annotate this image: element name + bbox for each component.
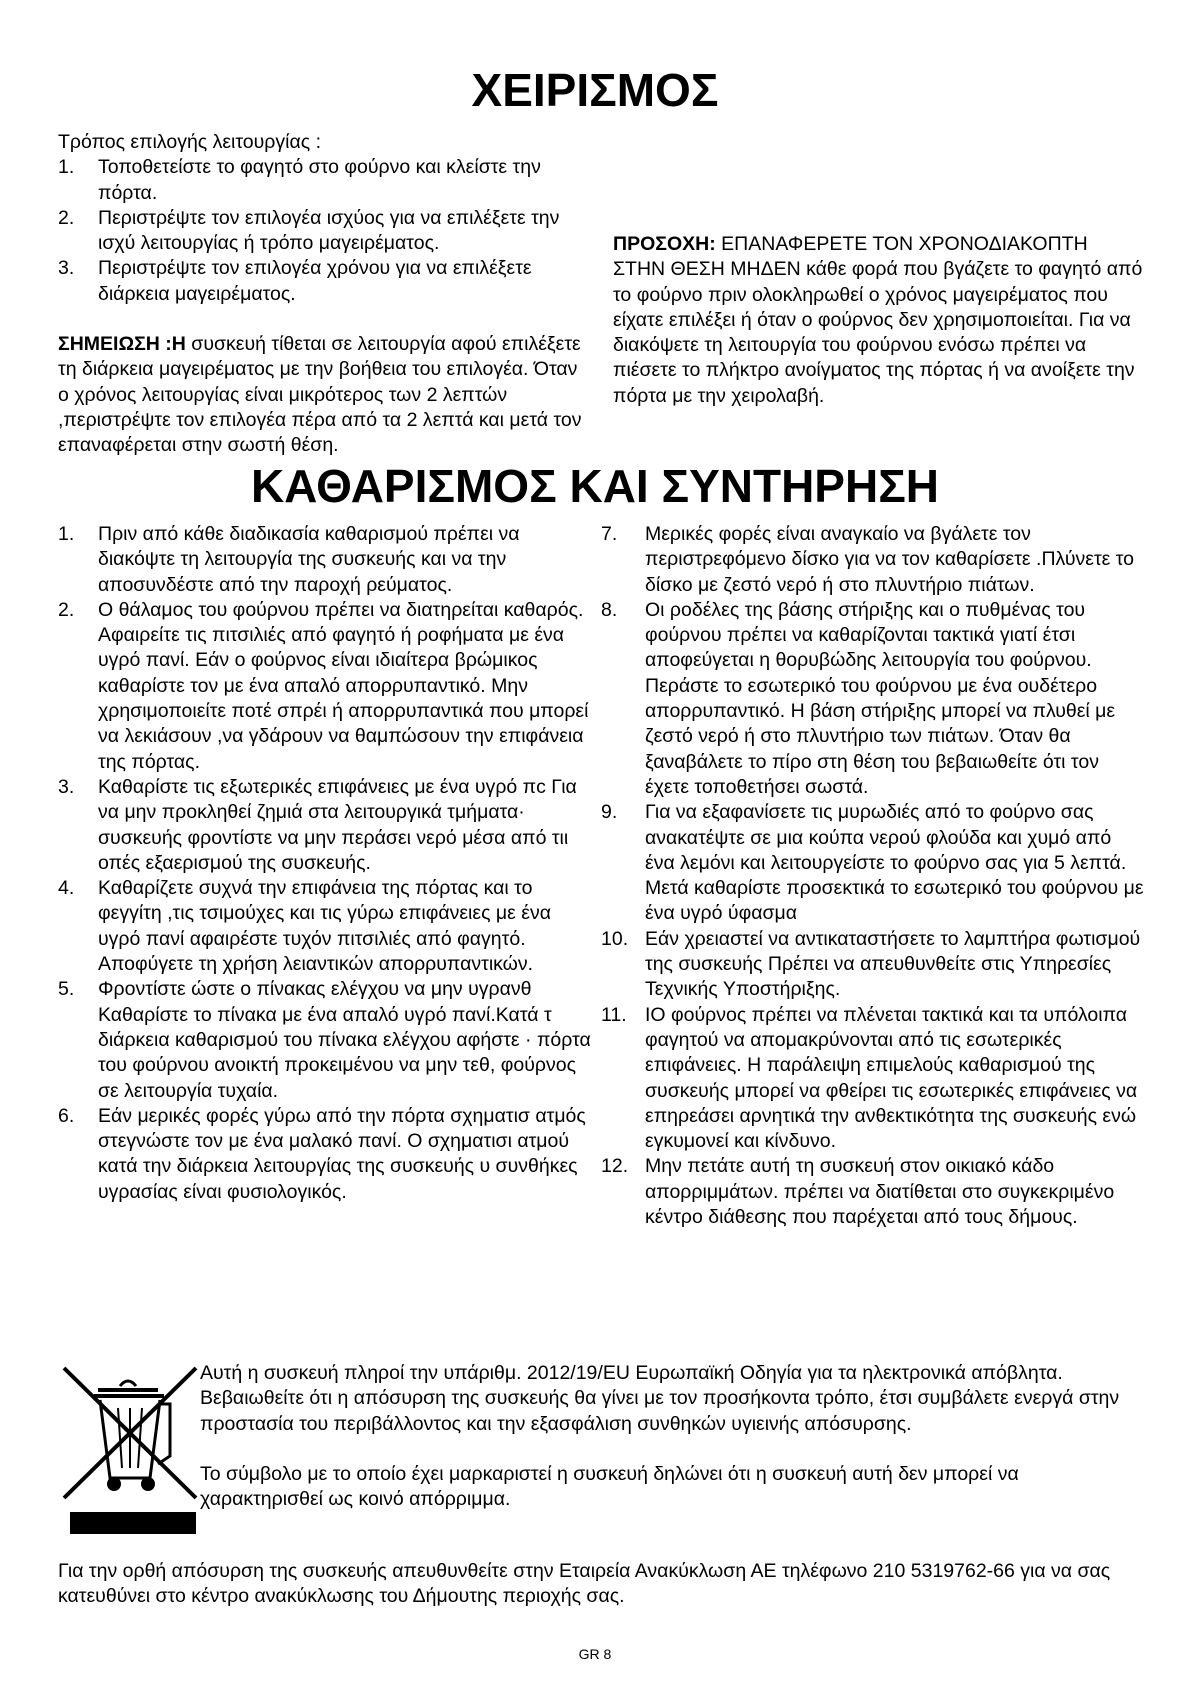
note-label: ΣΗΜΕΙΩΣΗ :Η — [58, 333, 186, 356]
cleaning-item: 12. Μην πετάτε αυτή τη συσκευή στον οικιακό κάδο απορριμμάτων. πρέπει να διατίθεται στο συγκεκριμένο κέντρο διάθεσης που παρέχεται από τους δήμους. — [601, 1155, 1115, 1229]
disposal-paragraph-1: Αυτή η συσκευή πληροί την υπάριθμ. 2012/19/EU Ευρωπαϊκή Οδηγία για τα ηλεκτρονικά απόβλητα. Βεβαιωθείτε ότι η απόσυρση της συσκευής θα γίνει με τον προσήκοντα τρόπο, έτσι συμβάλετε ενεργά στην προστασία του περιβάλλοντος και την εξασφάλιση συνθηκών υγιεινής απόσυρσης. — [200, 1362, 1120, 1435]
note-text: συσκευή τίθεται σε λειτουργία αφού επιλέξετε τη διάρκεια μαγειρέματος με την βοήθεια του επιλογέα. Όταν ο χρόνος λειτουργίας είναι μικρότερος των 2 λεπτών ,περιστρέψτε τον επιλογέα πέρα από τα 2 λεπτά και μετά τον επαναφέρεται στην σωστή θέση. — [58, 333, 582, 457]
cleaning-item: 8. Οι ροδέλες της βάσης στήριξης και ο πυθμένας του φούρνου πρέπει να καθαρίζονται τακτικά γιατί έτσι αποφεύγεται η θορυβώδης λειτουργία του φούρνου. Περάστε το εσωτερικό του φούρνου με ένα ουδέτερο απορρυπαντικό. Η βάση στήριξης μπορεί να πλυθεί με ζεστό νερό ή στο πλυντήριο των πιάτων. Όταν θα ξαναβάλετε το πίρο στη θέση του βεβαιωθείτε ότι τον έχετε τοποθετήσει σωστά. — [601, 598, 1116, 798]
cleaning-list-right — [601, 522, 1146, 1230]
operation-caution — [613, 232, 1143, 409]
cleaning-item: 10. Εάν χρειαστεί να αντικαταστήσετε το λαμπτήρα φωτισμού της συσκευής Πρέπει να απευθυνθείτε στις Υπηρεσίες Τεχνικής Υποστήριξης. — [601, 927, 1141, 1001]
cleaning-list-left — [58, 522, 593, 1205]
operation-step: 2. Περιστρέψτε τον επιλογέα ισχύος για να επιλέξετε την ισχύ λειτουργίας ή τρόπο μαγειρέματος. — [58, 206, 560, 255]
cleaning-item: 1. Πριν από κάθε διαδικασία καθαρισμού πρέπει να διακόψτε τη λειτουργία της συσκευής και να την αποσυνδέστε από την παροχή ρεύματος. — [58, 523, 520, 596]
cleaning-item: 6. Εάν μερικές φορές γύρω από την πόρτα σχηματισ ατμός στεγνώστε τον με ένα μαλακό πανί. Ο σχηματισι ατμού κατά την διάρκεια λειτουργίας της συσκευής υ συνθήκες υγρασίας είναι φυσιολογικός. — [58, 1104, 586, 1203]
caution-label: ΠΡΟΣΟΧΗ: — [613, 233, 716, 255]
cleaning-item: 11. IΟ φούρνος πρέπει να πλένεται τακτικά και τα υπόλοιπα φαγητού να απομακρύνονται από τις εσωτερικές επιφάνειες. Η παράλειψη επιμελούς καθαρισμού της συσκευής μπορεί να φθείρει τις εσωτερικές επιφάνειες να επηρεάσει αρνητικά την ανθεκτικότητα της συσκευής ενώ εγκυμονεί και κίνδυνο. — [601, 1003, 1138, 1153]
cleaning-item: 5. Φροντίστε ώστε ο πίνακας ελέγχου να μην υγρανθ Καθαρίστε το πίνακα με ένα απαλό υγρό πανί.Κατά τ διάρκεια καθαρισμού του πίνακα ελέγχου αφήστε · πόρτα του φούρνου ανοικτή προκειμένου να μην τεθ, φούρνος σε λειτουργία τυχαία. — [58, 978, 591, 1102]
operation-left-column — [58, 130, 588, 509]
cleaning-item: 9. Για να εξαφανίσετε τις μυρωδιές από το φούρνο σας ανακατέψτε σε μια κούπα νερού φλούδα και χυμό από ένα λεμόνι και λειτουργείστε το φούρνο σας για 5 λεπτά. Μετά καθαρίστε προσεκτικά το εσωτερικό του φούρνου με ένα υγρό ύφασμα — [601, 801, 1144, 925]
operation-right-column — [613, 232, 1143, 409]
operation-intro: Τρόπος επιλογής λειτουργίας : — [58, 131, 321, 153]
caution-text: ΕΠΑΝΑΦΕΡΕΤΕ ΤΟΝ ΧΡΟΝΟΔΙΑΚΟΠΤΗ ΣΤΗΝ ΘΕΣΗ ΜΗΔΕΝ κάθε φορά που βγάζετε το φαγητό από το φούρνο πριν ολοκληρωθεί ο χρόνος μαγειρέματος που είχατε επιλέξει ή όταν ο φούρνος δεν χρησιμοποιείται. Για να διακόψετε τη λειτουργία του φούρνου ενόσω πρέπει να πιέσετε το πλήκτρο ανοίγματος της πόρτας ή να ανοίξετε την πόρτα με την χειρολαβή. — [613, 233, 1143, 407]
operation-step: 3. Περιστρέψτε τον επιλογέα χρόνου για να επιλέξετε διάρκεια μαγειρέματος. — [58, 257, 532, 305]
disposal-paragraph-2: Το σύμβολο με το οποίο έχει μαρκαριστεί η συσκευή δηλώνει ότι η συσκευή αυτή δεν μπορεί να χαρακτηρισθεί ως κοινό απόρριμμα. — [200, 1462, 1019, 1511]
cleaning-left-column — [58, 522, 593, 1205]
cleaning-item: 3. Καθαρίστε τις εξωτερικές επιφάνειες με ένα υγρό πc Για να μην προκληθεί ζημιά στα λειτουργικά τμήματα· συσκευής φροντίστε να μην περάσει νερό μέσα από τιι οπές εξαερισμού της συσκευής. — [58, 775, 577, 874]
operation-steps — [58, 155, 588, 307]
cleaning-right-column — [601, 522, 1146, 1230]
page-number: GR 8 — [578, 1646, 612, 1662]
disposal-footer: Για την ορθή απόσυρση της συσκευής απευθυνθείτε στην Εταιρεία Ανακύκλωση ΑΕ τηλέφωνο 210 5319762-66 για να σας κατευθύνει στο κέντρο ανακύκλωσης του Δήμουτης περιοχής σας. — [58, 1560, 1111, 1608]
cleaning-item: 4. Καθαρίζετε συχνά την επιφάνεια της πόρτας και το φεγγίτη ,τις τσιμούχες και τις γύρω επιφάνειες με ένα υγρό πανί αφαιρέστε τυχόν πιτσιλιές από φαγητό. Αποφύγετε τη χρήση λειαντικών απορρυπαντικών. — [58, 877, 551, 976]
operation-title: ΧΕΙΡΙΣΜΟΣ — [471, 64, 719, 116]
disposal-notes — [200, 1361, 1140, 1512]
cleaning-item: 7. Μερικές φορές είναι αναγκαίο να βγάλετε τον περιστρεφόμενο δίσκο για να τον καθαρίσετε .Πλύνετε το δίσκο με ζεστό νερό ή στο πλυντήριο πιάτων. — [601, 523, 1135, 596]
cleaning-title: ΚΑΘΑΡΙΣΜΟΣ ΚΑΙ ΣΥΝΤΗΡΗΣΗ — [250, 460, 940, 512]
cleaning-item: 2. Ο θάλαμος του φούρνου πρέπει να διατηρείται καθαρός. Αφαιρείτε τις πιτσιλιές από φαγητό ή ροφήματα με ένα υγρό πανί. Εάν ο φούρνος είναι ιδιαίτερα βρώμικος καθαρίστε τον με ένα απαλό απορρυπαντικό. Μην χρησιμοποιείτε ποτέ σπρέι ή απορρυπαντικά που μπορεί να λεκιάσουν ,να γδάρουν να θαμπώσουν την επιφάνεια της πόρτας. — [58, 598, 589, 773]
crossed-out-wheelie-bin-icon — [58, 1360, 206, 1536]
operation-step: 1. Τοποθετείστε το φαγητό στο φούρνο και κλείστε την πόρτα. — [58, 156, 541, 204]
